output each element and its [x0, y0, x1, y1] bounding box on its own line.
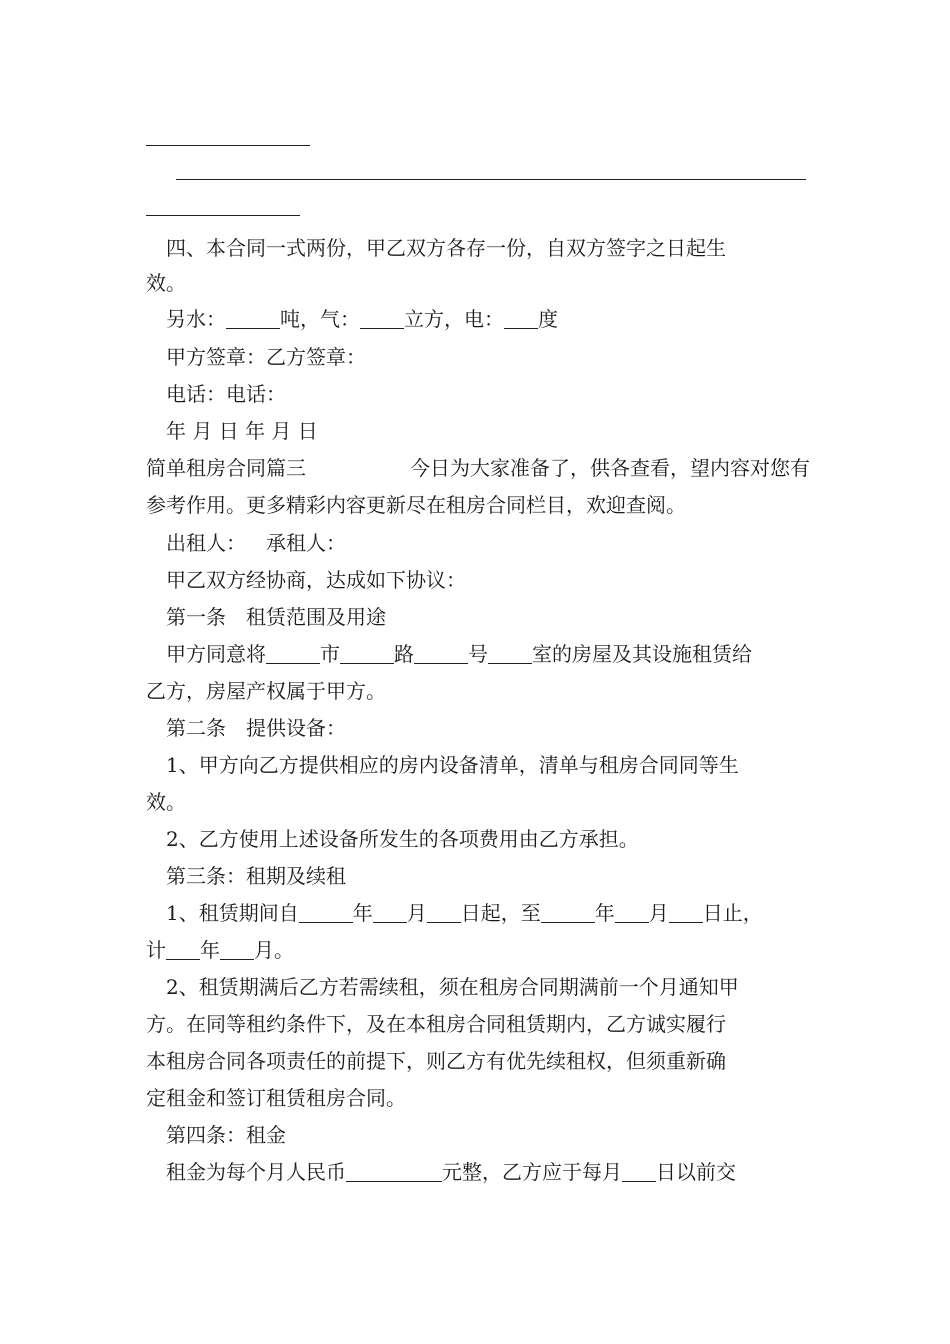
- text: 电话：: [166, 382, 226, 406]
- phone-line: [146, 381, 830, 407]
- text: 计: [146, 938, 166, 962]
- text: 立方，电：: [404, 307, 504, 331]
- article-2-item-1-line-2: [146, 789, 810, 815]
- blank-field: [414, 643, 468, 664]
- article-3-heading: [146, 863, 830, 889]
- text: 年: [200, 938, 220, 962]
- article-2-heading: [146, 715, 830, 741]
- heading: 第二条 提供设备：: [166, 716, 346, 740]
- text: 电话：: [226, 382, 286, 406]
- article-intro-line-1: [146, 455, 810, 481]
- fill-line: [176, 179, 806, 180]
- text: 月: [406, 901, 427, 925]
- blank-field: [427, 902, 461, 923]
- text: 甲乙双方经协商，达成如下协议：: [166, 568, 466, 592]
- text: 2、乙方使用上述设备所发生的各项费用由乙方承担。: [166, 827, 639, 851]
- blank-field: [346, 1161, 442, 1182]
- text: 乙方，房屋产权属于甲方。: [146, 679, 386, 703]
- text: 室的房屋及其设施租赁给: [532, 642, 752, 666]
- text: 市: [320, 642, 340, 666]
- heading: 第三条：租期及续租: [166, 864, 346, 888]
- text: 年: [352, 901, 373, 925]
- article-3-item-2-line-4: [146, 1085, 810, 1111]
- blank-field: [488, 643, 532, 664]
- text: 四、本合同一式两份，甲乙双方各存一份，自双方签字之日起生: [166, 236, 726, 260]
- text: 年: [594, 901, 615, 925]
- fill-line: [146, 145, 310, 146]
- text: 另水：: [166, 307, 226, 331]
- heading: 第四条：租金: [166, 1123, 286, 1147]
- text: 路: [394, 642, 414, 666]
- text: 承租人：: [266, 531, 346, 555]
- text: 度: [538, 307, 558, 331]
- article-4-line-1: [146, 1159, 830, 1185]
- article-3-item-1-line-2: [146, 937, 810, 963]
- text: 乙方签章：: [266, 345, 366, 369]
- text: 1、甲方向乙方提供相应的房内设备清单，清单与租房合同同等生: [166, 753, 739, 777]
- article-2-item-1-line-1: [146, 752, 830, 778]
- blank-field: [504, 308, 538, 329]
- text: 定租金和签订租赁租房合同。: [146, 1086, 406, 1110]
- article-3-item-2-line-2: [146, 1011, 810, 1037]
- blank-field: [622, 1161, 656, 1182]
- clause-4-line-1: [146, 235, 830, 261]
- text: 效。: [146, 790, 186, 814]
- utilities-line: [146, 306, 830, 332]
- blank-field: [373, 902, 407, 923]
- text: 2、租赁期满后乙方若需续租，须在租房合同期满前一个月通知甲: [166, 975, 739, 999]
- blank-field: [220, 939, 254, 960]
- text: 参考作用。更多精彩内容更新尽在租房合同栏目，欢迎查阅。: [146, 493, 686, 517]
- signature-line: [146, 344, 830, 370]
- article-4-heading: [146, 1122, 830, 1148]
- text: 今日为大家准备了，供各查看，望内容对您有: [410, 456, 810, 480]
- text: 年 月 日 年 月 日: [166, 419, 318, 443]
- blank-field: [266, 643, 320, 664]
- text: 元整，乙方应于每月: [442, 1160, 622, 1184]
- blank-field: [615, 902, 649, 923]
- blank-field: [166, 939, 200, 960]
- text: 甲方同意将: [166, 642, 266, 666]
- blank-field: [299, 902, 353, 923]
- text: 日止，: [702, 901, 763, 925]
- clause-4-line-2: [146, 270, 810, 296]
- article-intro-line-2: [146, 492, 810, 518]
- text: 方。在同等租约条件下，及在本租房合同租赁期内，乙方诚实履行: [146, 1012, 726, 1036]
- blank-field: [340, 643, 394, 664]
- text: 甲方签章：: [166, 345, 266, 369]
- heading: 第一条 租赁范围及用途: [166, 605, 386, 629]
- article-title: 简单租房合同篇三: [146, 456, 306, 480]
- text: 租金为每个月人民币: [166, 1160, 346, 1184]
- article-2-item-2: [146, 826, 830, 852]
- article-1-line-1: [146, 641, 830, 667]
- article-3-item-2-line-1: [146, 974, 830, 1000]
- text: 月: [648, 901, 669, 925]
- text: 号: [468, 642, 488, 666]
- text: 效。: [146, 271, 186, 295]
- blank-field: [360, 308, 404, 329]
- article-3-item-2-line-3: [146, 1048, 810, 1074]
- blank-field: [541, 902, 595, 923]
- text: 月。: [254, 938, 294, 962]
- text: 1、租赁期间自: [166, 901, 299, 925]
- parties-line: [146, 530, 830, 556]
- blank-field: [669, 902, 703, 923]
- article-1-line-2: [146, 678, 810, 704]
- text: 本租房合同各项责任的前提下，则乙方有优先续租权，但须重新确: [146, 1049, 726, 1073]
- fill-line: [146, 215, 300, 216]
- text: 日起，至: [460, 901, 541, 925]
- agreement-line: [146, 567, 830, 593]
- blank-field: [226, 308, 280, 329]
- text: 吨，气：: [280, 307, 360, 331]
- article-1-heading: [146, 604, 830, 630]
- text: 出租人：: [166, 531, 246, 555]
- text: 日以前交: [656, 1160, 736, 1184]
- date-line: [146, 418, 830, 444]
- article-3-item-1-line-1: [146, 900, 830, 926]
